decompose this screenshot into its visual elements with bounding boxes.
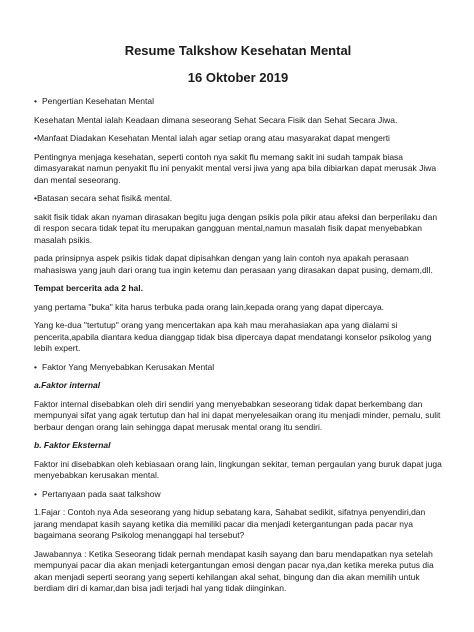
section-heading-pengertian [34,96,442,108]
bullet-icon: • [34,488,37,499]
heading-text: Pertanyaan pada saat talkshow [42,488,161,499]
document-date: 16 Oktober 2019 [187,70,289,85]
question-paragraph: 1.Fajar : Contoh nya Ada seseorang yang hidup sebatang kara, Sahabat sedikit, sifatnya penyendiri,dan jarang mendapat kasih sayang ketika dia memiliki pacar dia menjadi ketergantungan pada pacar nya bagaimana seorang Psikolog menanggapi hal tersebut? [34,507,426,540]
subheading-faktor-eksternal: b. Faktor Eksternal [34,440,111,450]
section-heading-faktor [34,362,442,374]
paragraph: sakit fisik tidak akan nyaman dirasakan begitu juga dengan psikis pola pikir atau afeksi dan berperilaku dan di respon secara tidak tepat itu merupakan gangguan mental,namun masalah fisik dapat menyebabkan masalah psikis. [34,211,438,245]
paragraph: Yang ke-dua "tertutup" orang yang mencertakan apa kah mau merahasiakan apa yang dialami si pencerita,apabila diantara kedua dianggap tidak bisa dipercaya dapat mendatangi konselor psikolog yang lebih expert. [34,320,432,353]
heading-text: Faktor Yang Menyebabkan Kerusakan Mental [42,361,215,372]
answer-paragraph: Jawabannya : Ketika Seseorang tidak pernah mendapat kasih sayang dan baru mendapatkan nya setelah mempunyai pacar dia akan menjadi ketergantungan emosi dengan pacar nya,dan ketika mereka putus dia akan menjadi seperti seorang yang seperti kehilangan akal sehat, bingung dan dia akan memilih untuk berdiam diri di kamar,dan bisa jadi terjadi hal yang tidak diinginkan. [34,548,434,593]
document-title: Resume Talkshow Kesehatan Mental [124,43,352,58]
bullet-icon: • [34,361,37,372]
paragraph: Faktor internal disebabkan oleh diri sendiri yang menyebabkan seseorang tidak dapat berkembang dan mempunyai sifat yang agak tertutup dan hal ini dapat menyelesaikan orang itu menjadi minder, pemalu, sulit berbaur dengan orang lain sehingga dapat merusak mental orang itu sendiri. [34,398,441,432]
section-heading-batasan: •Batasan secara sehat fisik& mental. [34,193,173,203]
section-heading-tempat-bercerita: Tempat bercerita ada 2 hal. [34,283,143,293]
paragraph: Kesehatan Mental ialah Keadaan dimana seseorang Sehat Secara Fisik dan Sehat Secara Jiwa. [34,114,398,125]
paragraph: •Manfaat Diadakan Kesehatan Mental ialah agar setiap orang atau masyarakat dapat mengerti [34,133,390,143]
paragraph: yang pertama "buka" kita harus terbuka pada orang lain,kepada orang yang dapat dipercaya. [34,301,385,312]
subheading-faktor-internal: a.Faktor internal [34,380,101,390]
paragraph: pada prinsipnya aspek psikis tidak dapat dipisahkan dengan yang lain contoh nya apakah perasaan mahasiswa yang jauh dari orang tua ingin ketemu dan perasaan yang dirasakan dapat pusing, demam,dll. [34,253,433,275]
bullet-icon: • [34,96,37,106]
paragraph: Faktor ini disebabkan oleh kebiasaan orang lain, lingkungan sekitar, teman pergaulan yang buruk dapat juga menyebabkan kerusakan mental. [34,458,442,480]
section-heading-pertanyaan [34,489,442,501]
document-page [34,42,442,602]
paragraph: Pentingnya menjaga kesehatan, seperti contoh nya sakit flu memang sakit ini sudah tampak biasa dimasyarakat namun penyakit flu ini penyakit mental versi jiwa yang apa bila dibiarkan dapat merusak Jiwa dan mental seseorang. [34,151,437,185]
heading-text: Pengertian Kesehatan Mental [42,96,154,106]
